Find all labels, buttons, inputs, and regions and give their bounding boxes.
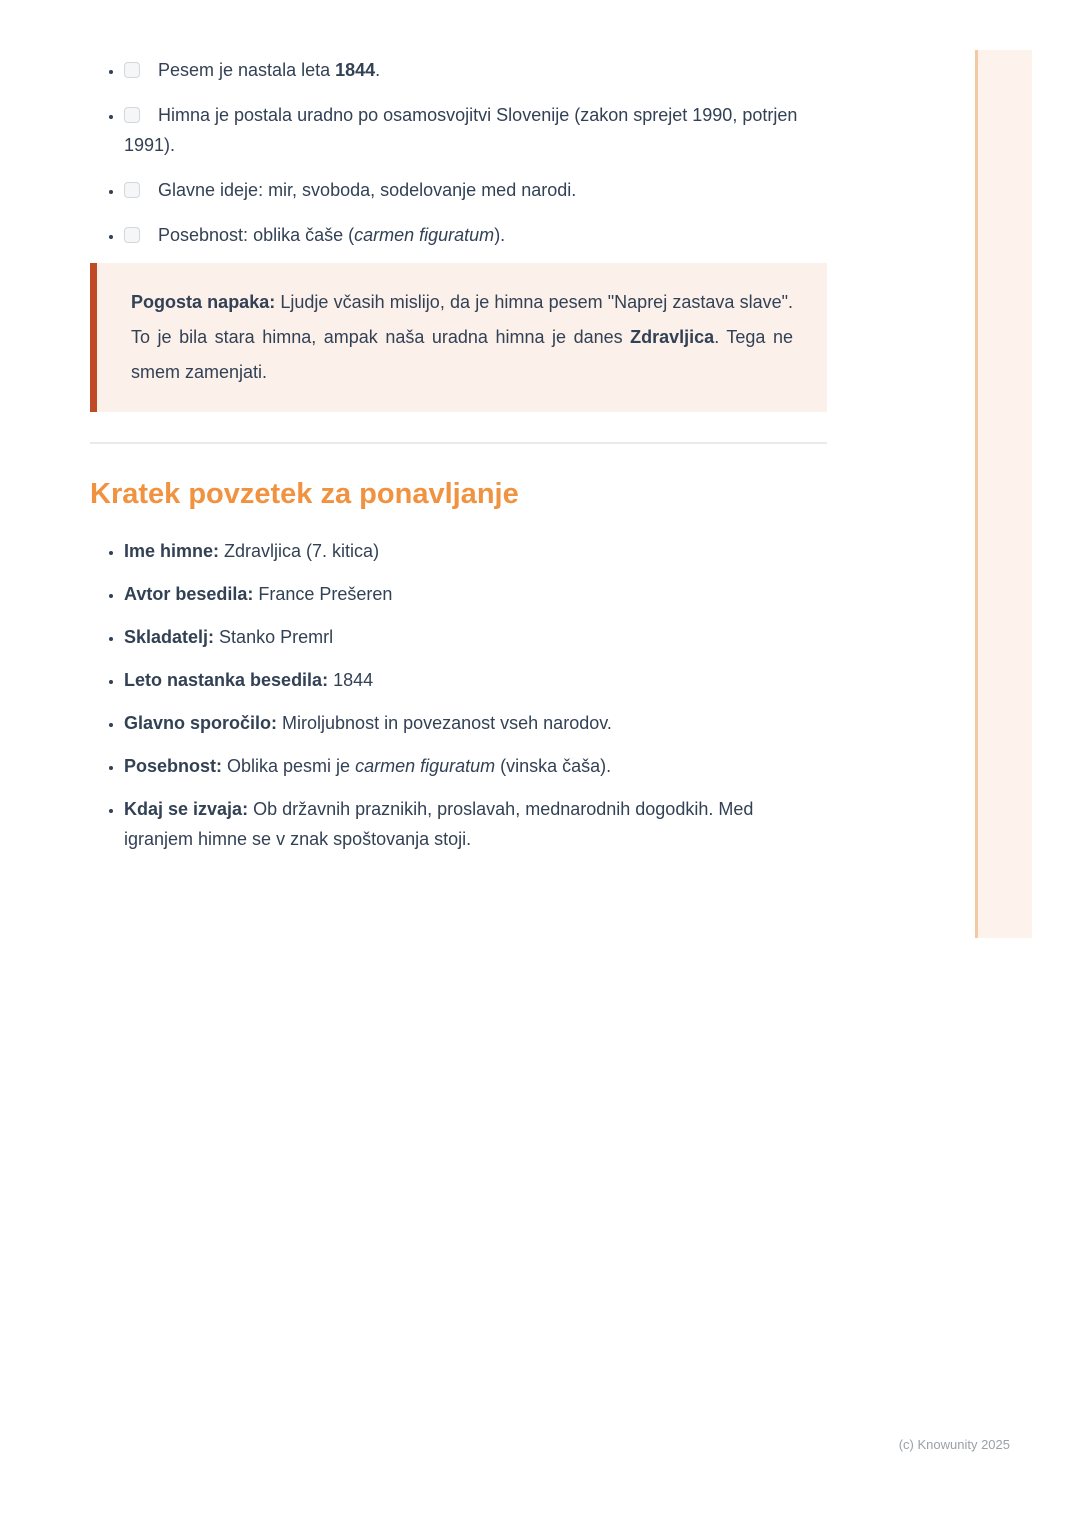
checklist	[90, 55, 827, 250]
checklist-item-text: Posebnost: oblika čaše (carmen figuratum).	[158, 225, 506, 245]
checklist-item	[124, 55, 827, 85]
summary-item-text: Leto nastanka besedila: 1844	[124, 670, 374, 690]
summary-item	[124, 794, 827, 854]
checklist-item-text: Glavne ideje: mir, svoboda, sodelovanje med narodi.	[158, 180, 577, 200]
document-content	[90, 55, 827, 867]
checklist-item	[124, 175, 827, 205]
summary-list	[90, 536, 827, 854]
summary-item-text: Avtor besedila: France Prešeren	[124, 584, 393, 604]
checkbox[interactable]	[124, 107, 140, 123]
summary-item	[124, 708, 827, 738]
decorative-side-bar	[975, 50, 1032, 938]
checkbox[interactable]	[124, 62, 140, 78]
summary-item	[124, 751, 827, 781]
summary-item-text: Glavno sporočilo: Miroljubnost in povezanost vseh narodov.	[124, 713, 612, 733]
summary-item-text: Ime himne: Zdravljica (7. kitica)	[124, 541, 380, 561]
checklist-item-text: Himna je postala uradno po osamosvojitvi Slovenije (zakon sprejet 1990, potrjen 1991).	[124, 105, 798, 155]
callout-text: Pogosta napaka: Ljudje včasih mislijo, da je himna pesem "Naprej zastava slave". To je bila stara himna, ampak naša uradna himna je danes Zdravljica. Tega ne smem zamenjati.	[131, 292, 794, 382]
summary-item	[124, 536, 827, 566]
checklist-item	[124, 220, 827, 250]
summary-item	[124, 579, 827, 609]
summary-item	[124, 665, 827, 695]
checklist-item-text: Pesem je nastala leta 1844.	[158, 60, 381, 80]
summary-item-text: Posebnost: Oblika pesmi je carmen figuratum (vinska čaša).	[124, 756, 612, 776]
section-divider	[90, 442, 827, 444]
checkbox[interactable]	[124, 182, 140, 198]
checklist-item	[124, 100, 827, 160]
summary-item-text: Skladatelj: Stanko Premrl	[124, 627, 334, 647]
footer-copyright: (c) Knowunity 2025	[898, 1437, 1010, 1452]
section-heading: Kratek povzetek za ponavljanje	[90, 478, 519, 510]
summary-item	[124, 622, 827, 652]
summary-item-text: Kdaj se izvaja: Ob državnih praznikih, proslavah, mednarodnih dogodkih. Med igranjem himne se v znak spoštovanja stoji.	[124, 799, 754, 849]
common-mistake-callout	[90, 263, 827, 412]
checkbox[interactable]	[124, 227, 140, 243]
